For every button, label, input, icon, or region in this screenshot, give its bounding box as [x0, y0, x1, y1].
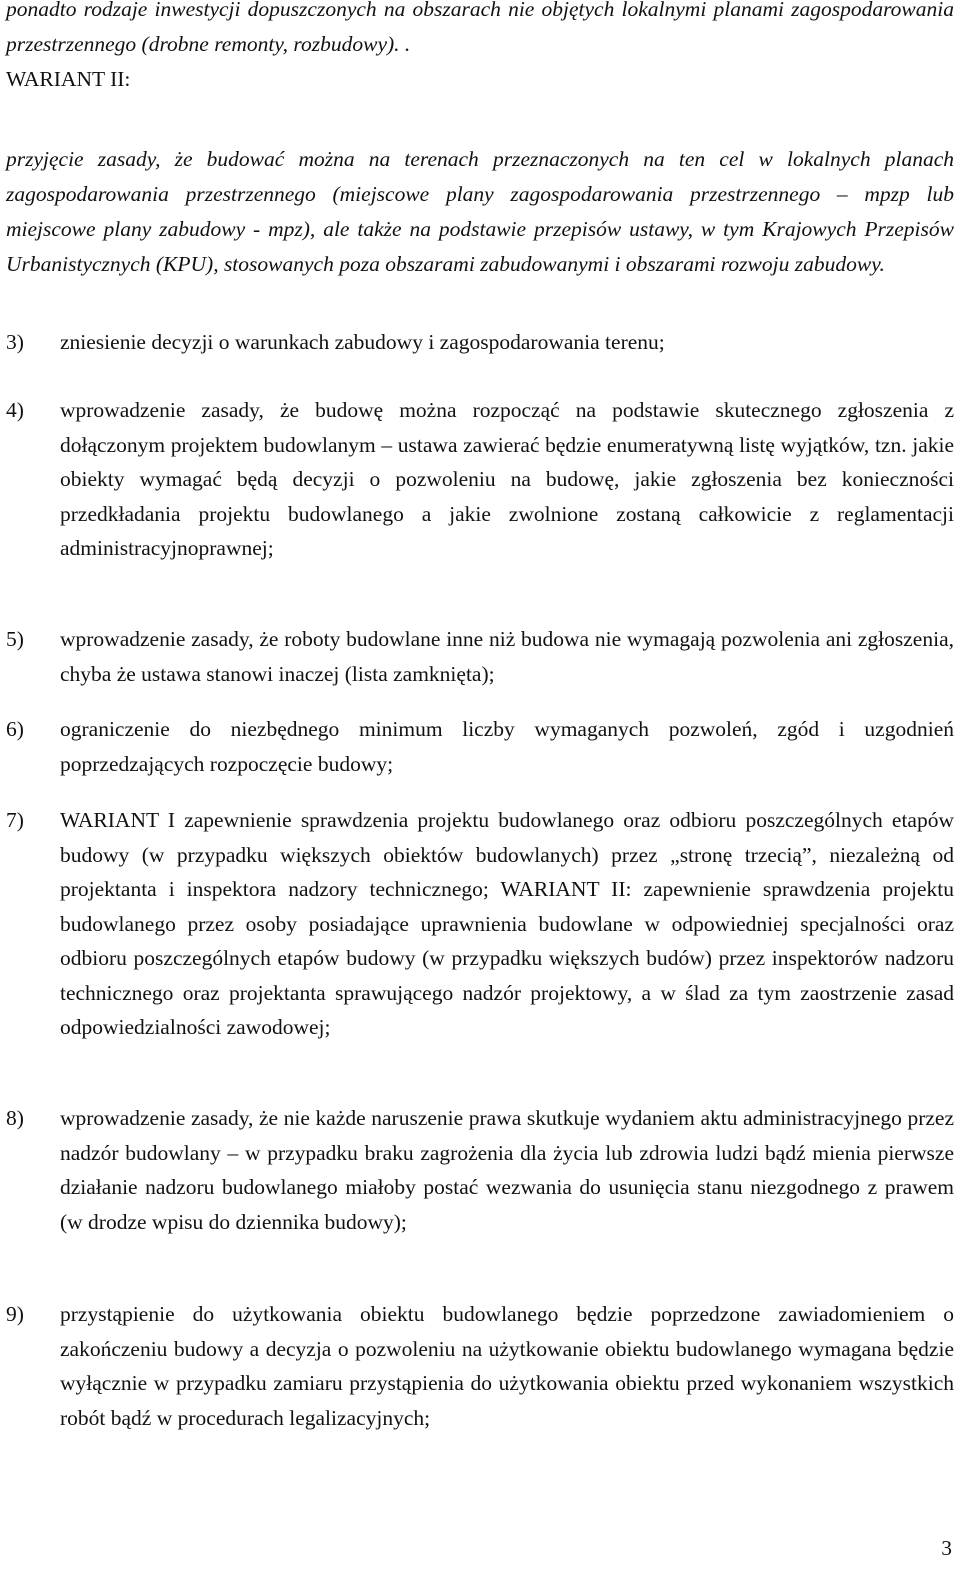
list-item-6: [6, 712, 954, 781]
list-item-9: [6, 1297, 954, 1435]
list-item-5: [6, 622, 954, 691]
list-item-text: ograniczenie do niezbędnego minimum liczby wymaganych pozwoleń, zgód i uzgodnień poprzedzających rozpoczęcie budowy;: [60, 717, 954, 776]
list-item-number: 8): [6, 1106, 24, 1130]
list-item-4: [6, 393, 954, 566]
list-item-number: 6): [6, 717, 24, 741]
list-item-text: wprowadzenie zasady, że budowę można rozpocząć na podstawie skutecznego zgłoszenia z dołączonym projektem budowlanym – ustawa zawierać będzie enumeratywną listę wyjątków, tzn. jakie obiekty wymagać będą decyzji o pozwoleniu na budowę, jakie zgłoszenia bez konieczności przedkładania projektu budowlanego a jakie zwolnione zostaną całkowicie z reglamentacji administracyjnoprawnej;: [60, 398, 954, 560]
variant2-paragraph: przyjęcie zasady, że budować można na terenach przeznaczonych na ten cel w lokalnych planach zagospodarowania przestrzennego (miejscowe plany zagospodarowania przestrzennego – mpzp lub miejscowe plany zabudowy - mpz), ale także na podstawie przepisów ustawy, w tym Krajowych Przepisów Urbanistycznych (KPU), stosowanych poza obszarami zabudowanymi i obszarami rozwoju zabudowy.: [6, 147, 954, 276]
list-item-number: 4): [6, 398, 24, 422]
list-item-7: [6, 803, 954, 1045]
page-number: 3: [941, 1536, 952, 1560]
list-item-text: WARIANT I zapewnienie sprawdzenia projektu budowlanego oraz odbioru poszczególnych etapów budowy (w przypadku większych obiektów budowlanych) przez „stronę trzecią”, niezależną od projektanta i inspektora nadzory technicznego; WARIANT II: zapewnienie sprawdzenia projektu budowlanego przez osoby posiadające uprawnienia budowlane w odpowiedniej specjalności oraz odbioru poszczególnych etapów budowy (w przypadku większych budów) przez inspektorów nadzoru technicznego oraz projektanta sprawującego nadzór projektowy, a w ślad za tym zaostrzenie zasad odpowiedzialności zawodowej;: [60, 808, 954, 1039]
list-item-3: [6, 325, 954, 360]
list-item-number: 7): [6, 808, 24, 832]
list-item-text: wprowadzenie zasady, że nie każde naruszenie prawa skutkuje wydaniem aktu administracyjnego przez nadzór budowlany – w przypadku braku zagrożenia dla życia lub zdrowia ludzi bądź mienia pierwsze działanie nadzoru budowlanego miałoby postać wezwania do usunięcia stanu niezgodnego z prawem (w drodze wpisu do dziennika budowy);: [60, 1106, 954, 1234]
list-item-text: przystąpienie do użytkowania obiektu budowlanego będzie poprzedzone zawiadomieniem o zakończeniu budowy a decyzja o pozwoleniu na użytkowanie obiektu budowlanego wymagana będzie wyłącznie w przypadku zamiaru przystąpienia do użytkowania obiektu przed wykonaniem wszystkich robót bądź w procedurach legalizacyjnych;: [60, 1302, 954, 1430]
list-item-text: wprowadzenie zasady, że roboty budowlane inne niż budowa nie wymagają pozwolenia ani zgłoszenia, chyba że ustawa stanowi inaczej (lista zamknięta);: [60, 627, 954, 686]
list-item-number: 9): [6, 1302, 24, 1326]
list-item-text: zniesienie decyzji o warunkach zabudowy i zagospodarowania terenu;: [60, 330, 665, 354]
intro-paragraph: ponadto rodzaje inwestycji dopuszczonych na obszarach nie objętych lokalnymi planami zagospodarowania przestrzennego (drobne remonty, rozbudowy). .: [6, 0, 954, 56]
document-page: [6, 0, 954, 1572]
list-item-8: [6, 1101, 954, 1239]
list-item-number: 3): [6, 330, 24, 354]
list-item-number: 5): [6, 627, 24, 651]
variant2-heading: WARIANT II:: [6, 67, 131, 91]
